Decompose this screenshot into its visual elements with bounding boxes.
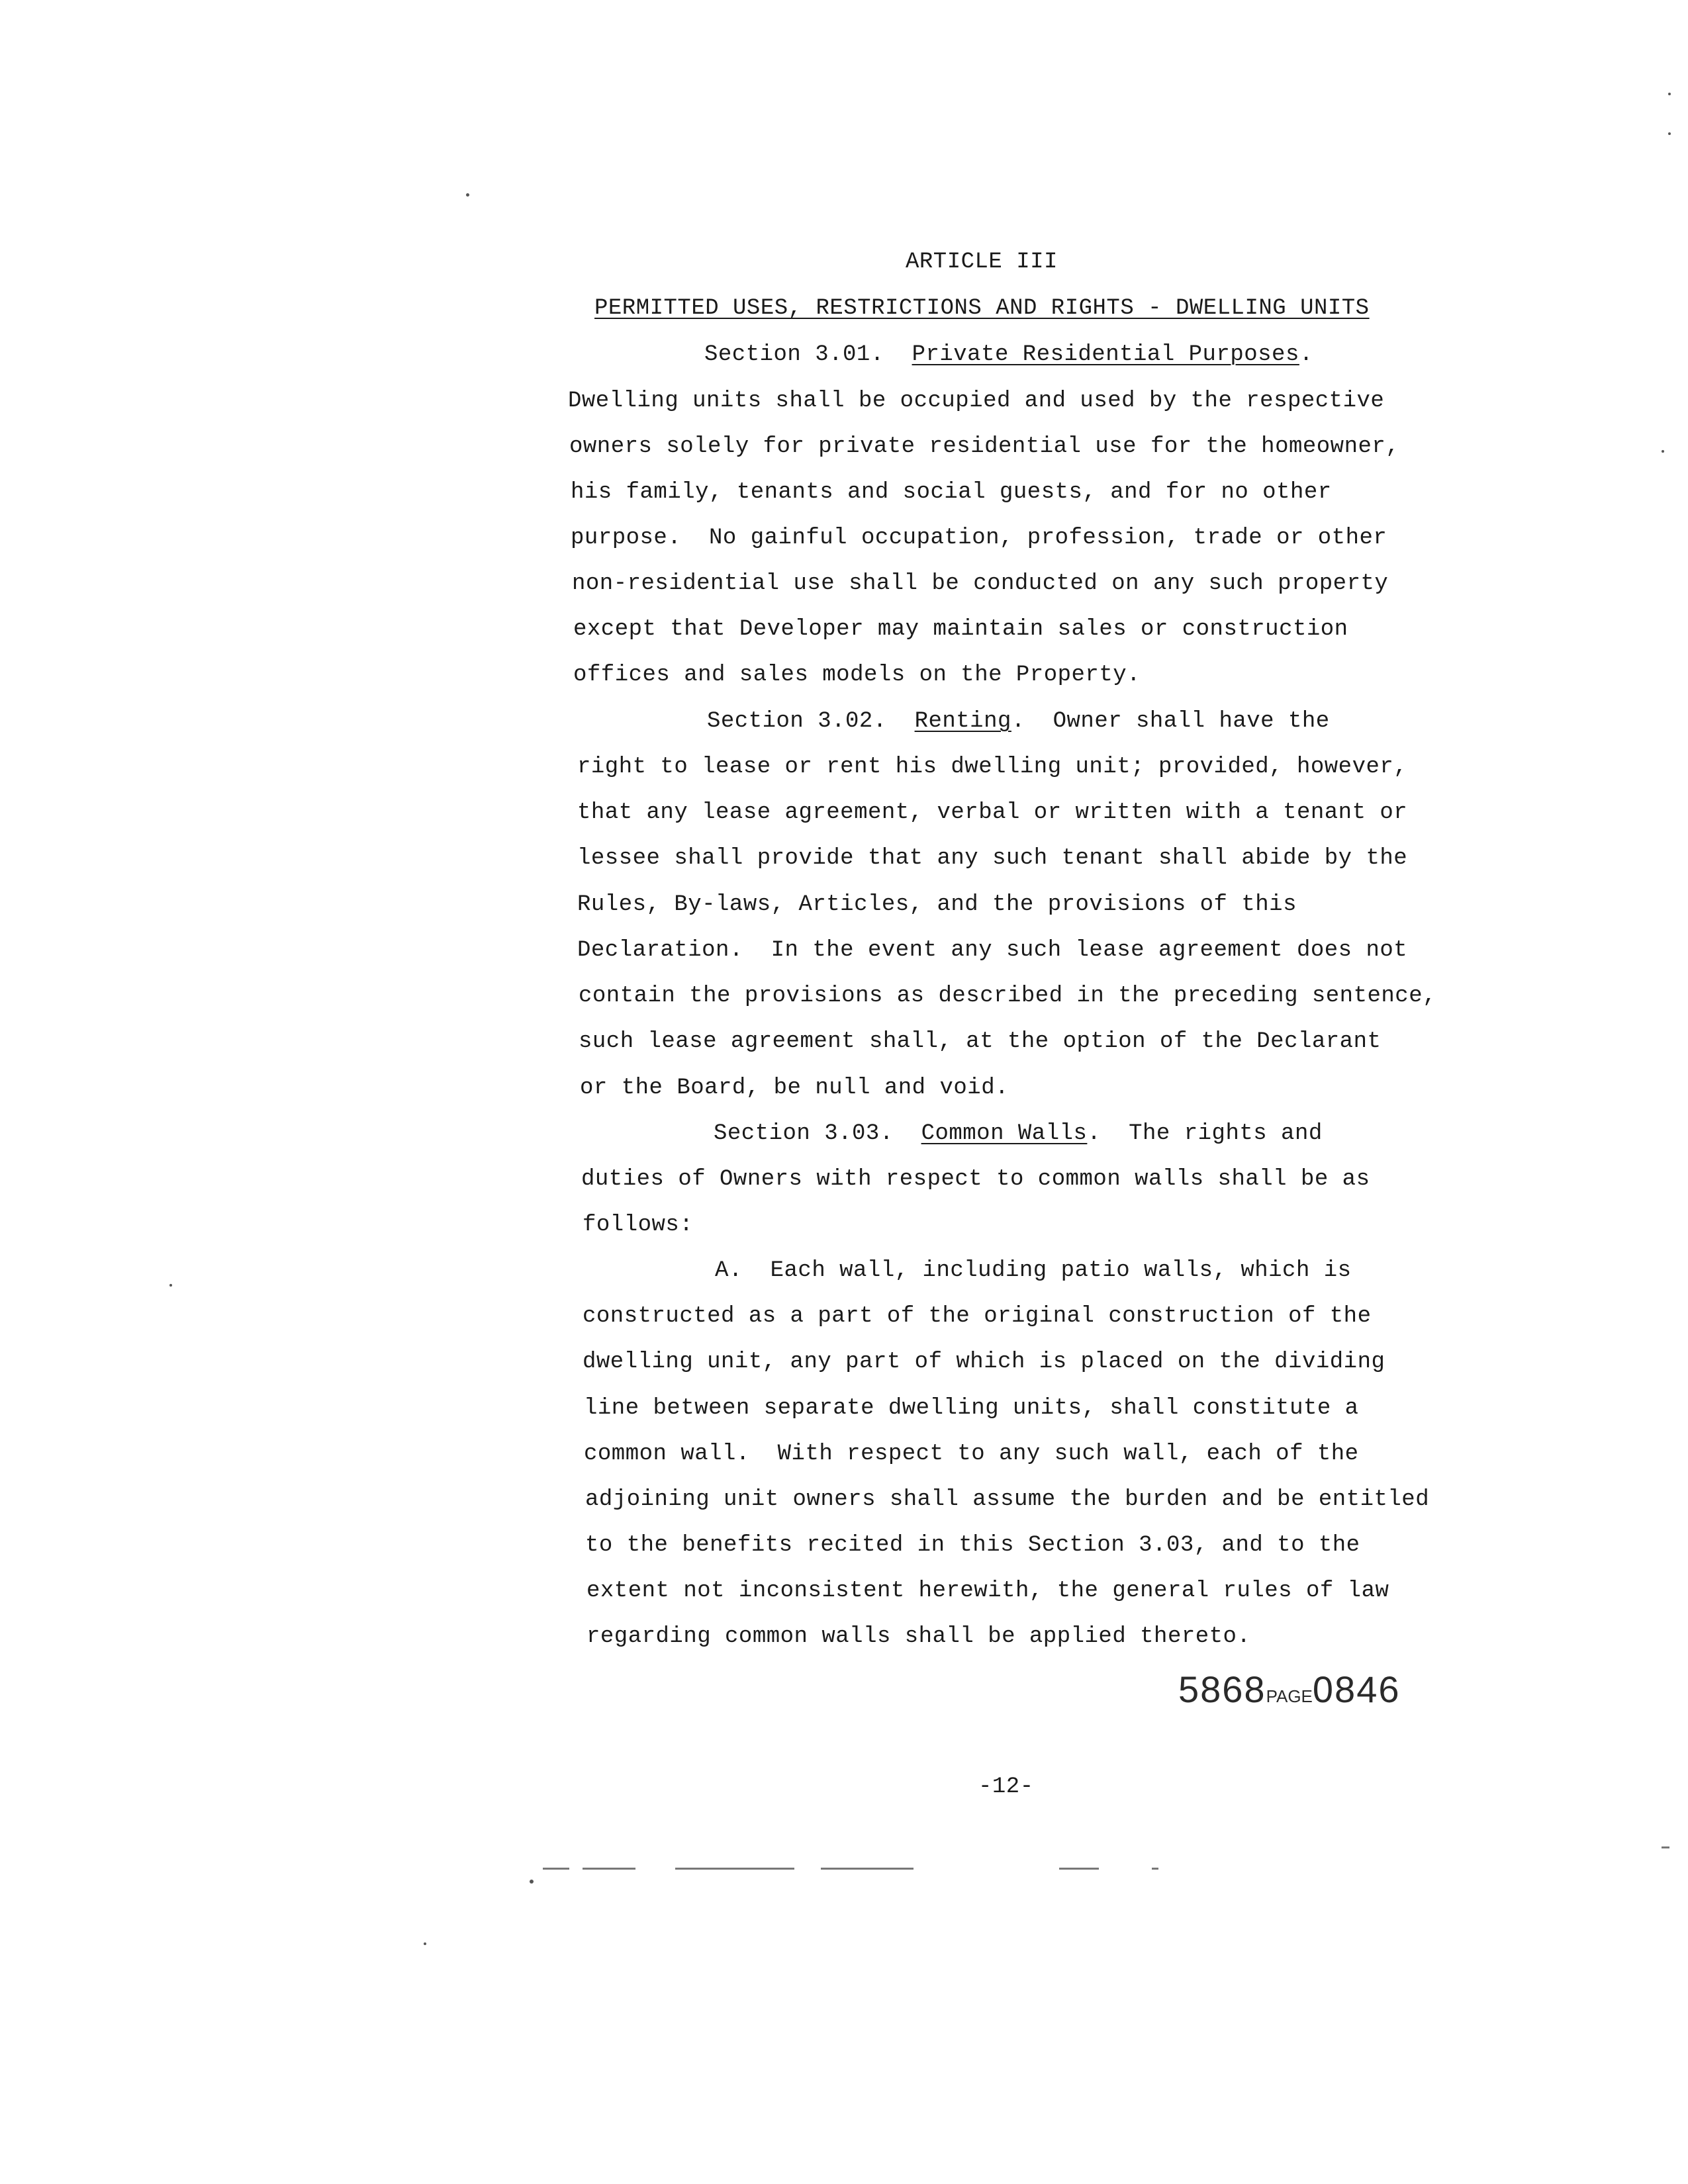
text-line: Dwelling units shall be occupied and used by the respective xyxy=(568,388,1385,414)
scan-speck xyxy=(1668,132,1671,135)
stamp-book: 5868 xyxy=(1178,1668,1266,1710)
section-number: Section 3.03. xyxy=(714,1121,894,1146)
section-3-02-heading: Section 3.02. Renting. Owner shall have the xyxy=(707,709,1330,734)
section-title: Private Residential Purposes xyxy=(912,342,1299,367)
scan-speck xyxy=(1662,450,1664,453)
text-line: adjoining unit owners shall assume the burden and be entitled xyxy=(585,1487,1430,1512)
text-line: duties of Owners with respect to common walls shall be as xyxy=(581,1167,1370,1192)
text-line: non-residential use shall be conducted on any such property xyxy=(572,571,1389,596)
scan-dash xyxy=(583,1868,635,1870)
scan-dash xyxy=(675,1868,794,1870)
text-line: purpose. No gainful occupation, profession, trade or other xyxy=(571,525,1387,551)
scan-speck xyxy=(466,193,469,197)
text-line: line between separate dwelling units, shall constitute a xyxy=(584,1396,1359,1421)
section-3-03-heading: Section 3.03. Common Walls. The rights and xyxy=(714,1121,1323,1146)
text-line: dwelling unit, any part of which is placed on the dividing xyxy=(583,1349,1385,1375)
text-line: that any lease agreement, verbal or written with a tenant or xyxy=(577,800,1408,825)
text-line: to the benefits recited in this Section 3.03, and to the xyxy=(585,1533,1360,1558)
section-first-line: The rights and xyxy=(1129,1121,1323,1146)
scan-dash xyxy=(1152,1868,1158,1870)
section-number: Section 3.02. xyxy=(707,709,887,734)
text-line: follows: xyxy=(583,1212,694,1238)
recording-stamp xyxy=(1178,1668,1400,1711)
text-line: right to lease or rent his dwelling unit; provided, however, xyxy=(577,754,1408,780)
article-heading: ARTICLE III xyxy=(906,250,1058,275)
text-line: extent not inconsistent herewith, the general rules of law xyxy=(586,1578,1389,1604)
text-line: offices and sales models on the Property. xyxy=(573,662,1141,688)
text-line: Rules, By-laws, Articles, and the provisions of this xyxy=(577,892,1297,917)
text-line: common wall. With respect to any such wall, each of the xyxy=(584,1441,1359,1467)
subsection-a-first-line: A. Each wall, including patio walls, which is xyxy=(715,1258,1352,1283)
text-line: contain the provisions as described in the preceding sentence, xyxy=(579,983,1437,1009)
section-3-01-heading: Section 3.01. Private Residential Purposes. xyxy=(704,342,1313,367)
scan-dash xyxy=(1059,1868,1099,1870)
text-line: constructed as a part of the original construction of the xyxy=(583,1304,1372,1329)
section-first-line: Owner shall have the xyxy=(1053,709,1330,734)
scan-speck xyxy=(169,1284,172,1287)
text-line: regarding common walls shall be applied thereto. xyxy=(586,1624,1251,1649)
text-line: Declaration. In the event any such lease agreement does not xyxy=(577,938,1408,963)
text-line: owners solely for private residential use for the homeowner, xyxy=(569,434,1400,459)
text-line: lessee shall provide that any such tenant shall abide by the xyxy=(577,846,1408,871)
scan-dash xyxy=(543,1868,569,1870)
scan-speck xyxy=(424,1942,426,1945)
section-title: Renting xyxy=(914,709,1011,734)
stamp-page-label: PAGE xyxy=(1266,1686,1313,1706)
scan-dash xyxy=(821,1868,914,1870)
scan-dash xyxy=(1662,1846,1669,1848)
scan-speck xyxy=(1668,93,1671,95)
text-line: such lease agreement shall, at the option of the Declarant xyxy=(579,1029,1382,1054)
text-line: except that Developer may maintain sales or construction xyxy=(573,617,1348,642)
text-line: his family, tenants and social guests, and for no other xyxy=(571,480,1332,505)
page-number: -12- xyxy=(978,1774,1034,1799)
article-subheading: PERMITTED USES, RESTRICTIONS AND RIGHTS - DWELLING UNITS xyxy=(594,296,1370,321)
text-line: or the Board, be null and void. xyxy=(580,1075,1009,1101)
scan-speck xyxy=(530,1880,534,1884)
section-number: Section 3.01. xyxy=(704,342,884,367)
stamp-page: 0846 xyxy=(1312,1668,1401,1710)
section-title: Common Walls xyxy=(921,1121,1088,1146)
